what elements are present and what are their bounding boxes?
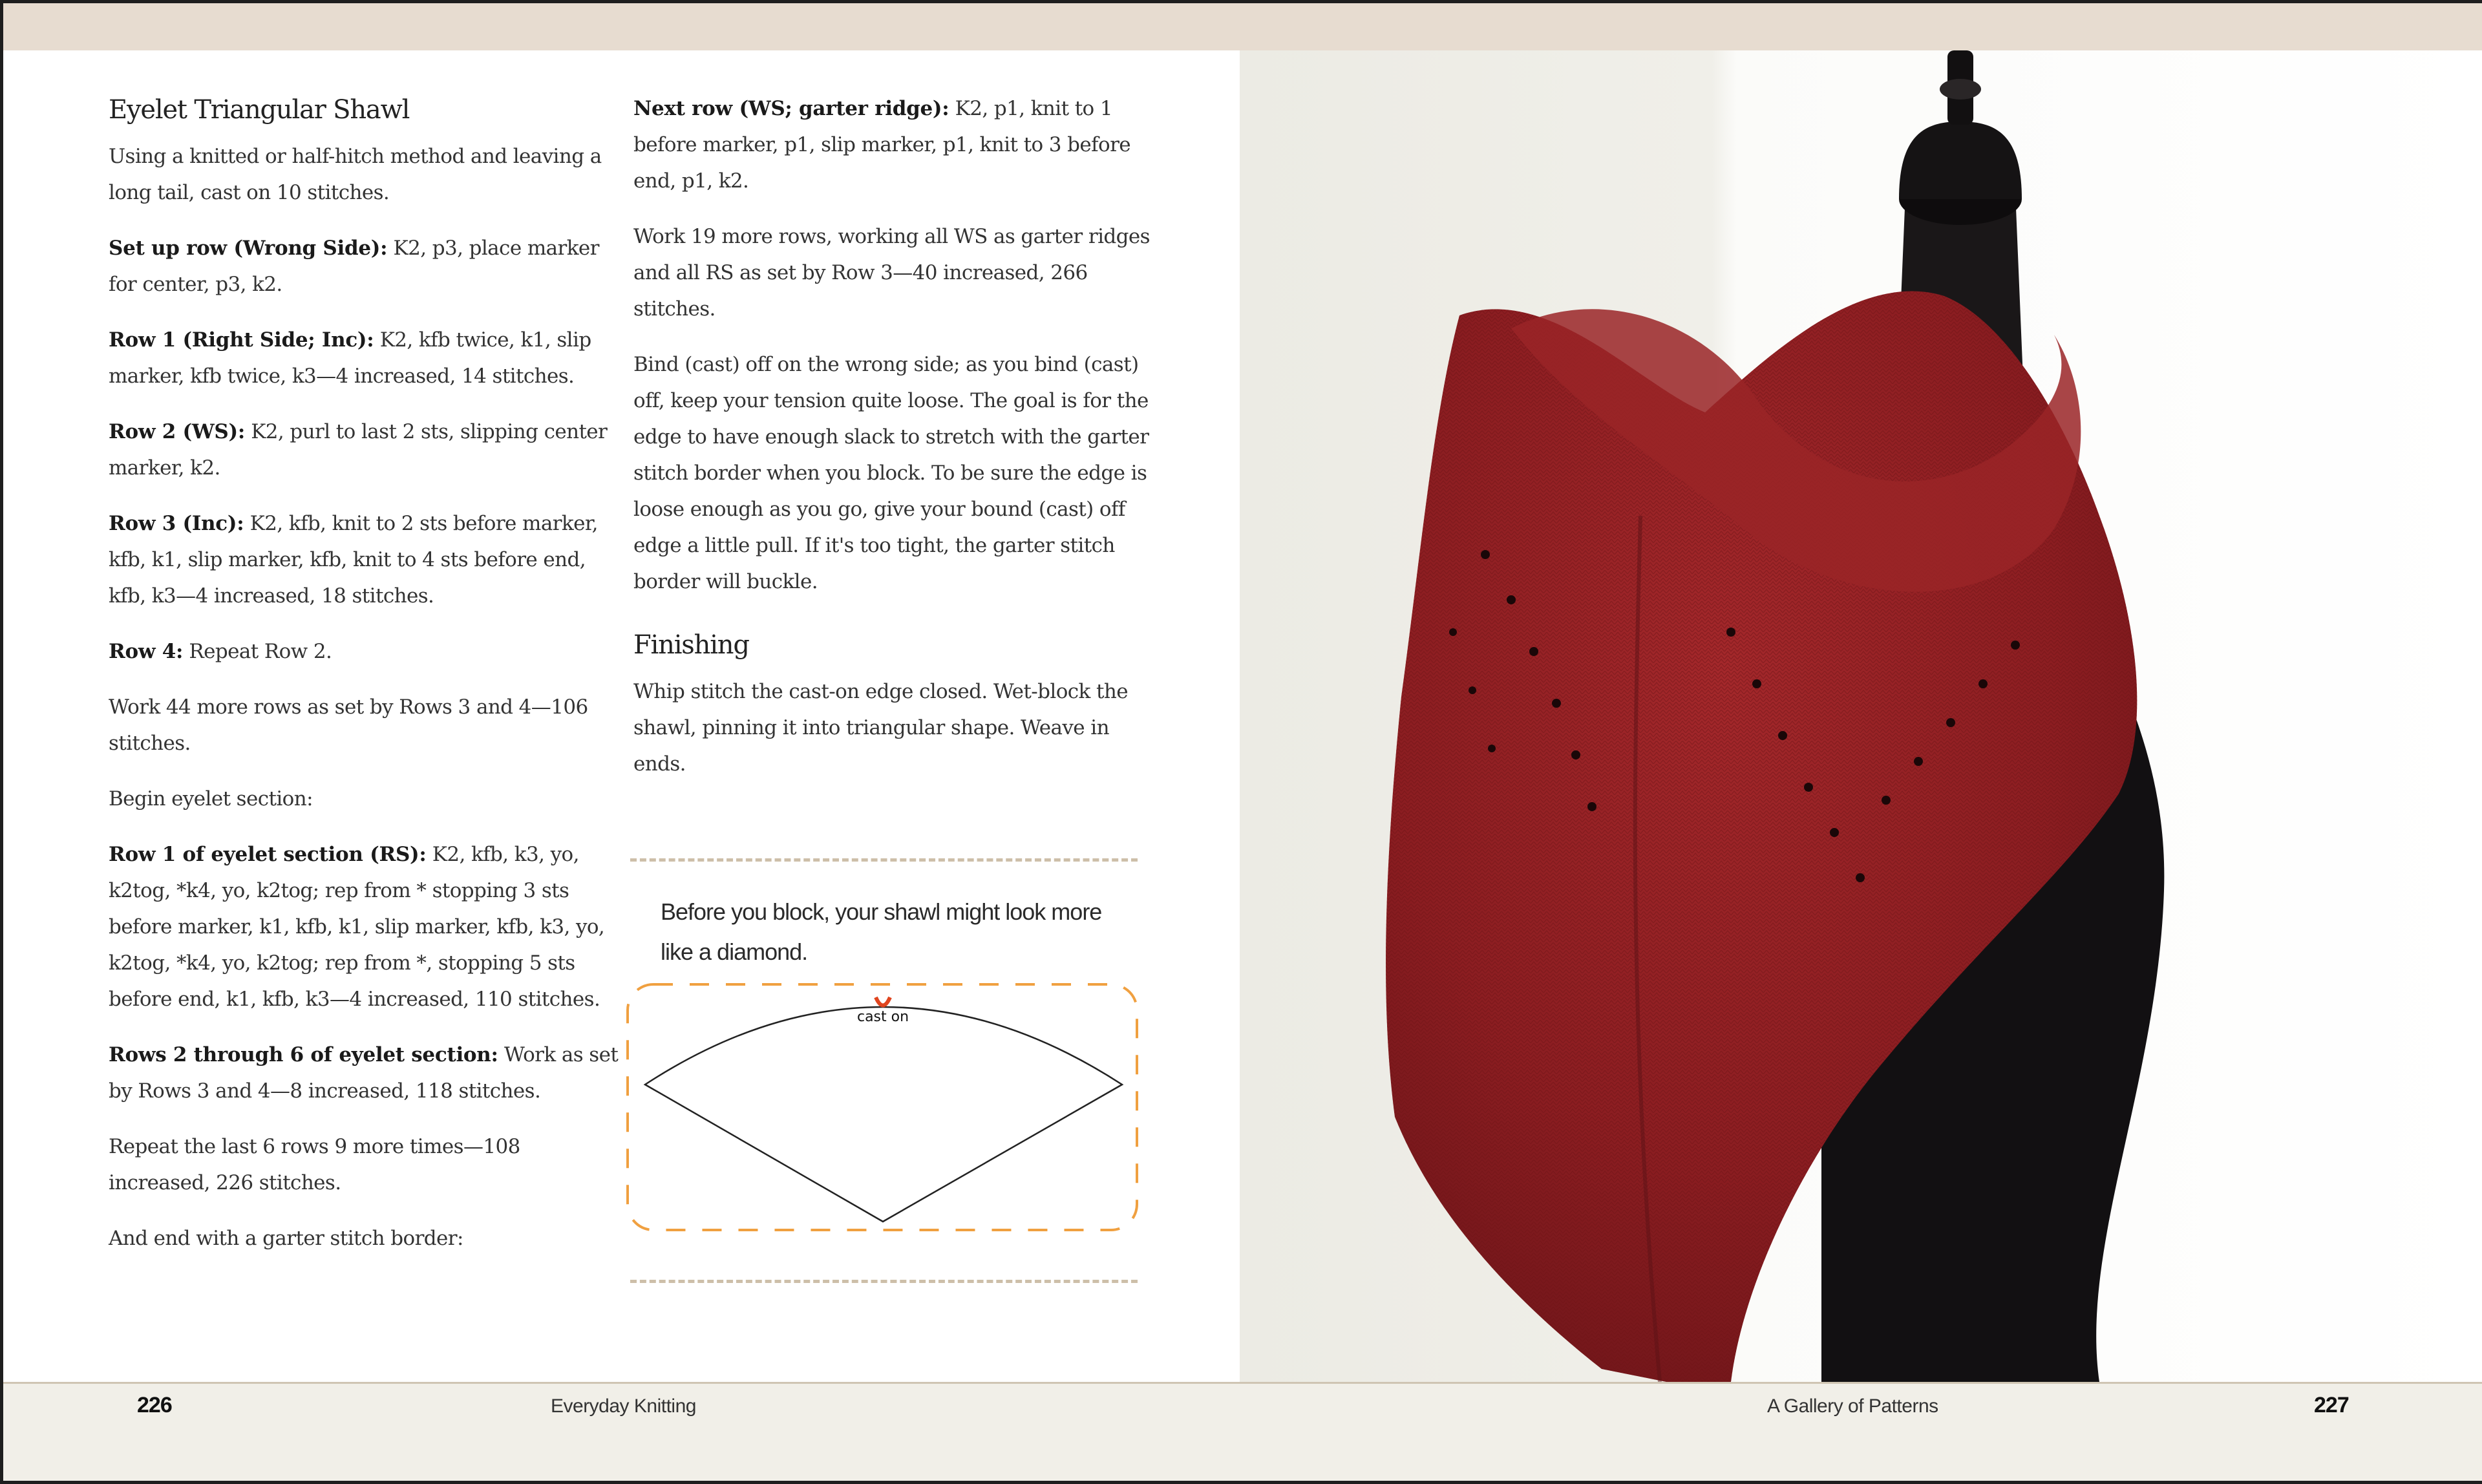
- diagram-caption: Before you block, your shawl might look more like a diamond.: [661, 898, 1102, 965]
- instruction-paragraph: [109, 781, 619, 817]
- instruction-paragraph: [109, 633, 619, 670]
- instruction-text: K2, p1, knit to 1 before marker, p1, slip marker, p1, knit to 3 before end, p1, k2.: [633, 97, 1131, 193]
- left-instructions: [109, 138, 619, 1256]
- instruction-paragraph: [109, 505, 619, 614]
- instruction-text: Work 44 more rows as set by Rows 3 and 4—106 stitches.: [109, 695, 588, 755]
- instruction-label: Set up row (Wrong Side):: [109, 237, 388, 260]
- instruction-label: Rows 2 through 6 of eyelet section:: [109, 1043, 498, 1066]
- divider-top: [630, 858, 1138, 862]
- instruction-paragraph: [109, 689, 619, 761]
- pattern-title: Eyelet Triangular Shawl: [109, 95, 410, 125]
- instruction-text: K2, kfb, knit to 2 sts before marker, kfb, k1, slip marker, kfb, knit to 4 sts before end, kfb, k3—4 increased, 18 stitches.: [109, 512, 598, 608]
- left-column: [109, 90, 619, 1276]
- instruction-label: Next row (WS; garter ridge):: [633, 97, 949, 120]
- instruction-text: Bind (cast) off on the wrong side; as you bind (cast) off, keep your tension quite loose. The goal is for the edge to have enough slack to stretch with the garter stitch border when you block. To be sure the edge is loose enough as you go, give your bound (cast) off edge a little pull. If it's too tight, the garter stitch border will buckle.: [633, 353, 1149, 593]
- instruction-text: Work 19 more rows, working all WS as garter ridges and all RS as set by Row 3—40 increased, 266 stitches.: [633, 225, 1150, 321]
- page-footer: [0, 1382, 2482, 1484]
- middle-column: [633, 90, 1151, 801]
- instruction-paragraph: [109, 322, 619, 394]
- right-page-number: 227: [2314, 1393, 2349, 1417]
- instruction-paragraph: [633, 90, 1151, 199]
- instruction-label: Row 2 (WS):: [109, 420, 245, 443]
- instruction-text: K2, kfb twice, k1, slip marker, kfb twice, k3—4 increased, 14 stitches.: [109, 328, 591, 388]
- instruction-paragraph: [109, 836, 619, 1017]
- instruction-paragraph: [109, 230, 619, 302]
- instruction-paragraph: [633, 218, 1151, 327]
- instruction-paragraph: [633, 346, 1151, 600]
- finishing-heading: Finishing: [633, 630, 749, 660]
- instruction-text: K2, purl to last 2 sts, slipping center marker, k2.: [109, 420, 608, 480]
- instruction-text: Repeat Row 2.: [183, 640, 332, 663]
- instruction-text: Using a knitted or half-hitch method and leaving a long tail, cast on 10 stitches.: [109, 145, 602, 204]
- shawl-diagram: [624, 981, 1140, 1235]
- instruction-text: Repeat the last 6 rows 9 more times—108 increased, 226 stitches.: [109, 1135, 520, 1194]
- instruction-text: K2, p3, place marker for center, p3, k2.: [109, 237, 599, 296]
- instruction-paragraph: [109, 1129, 619, 1201]
- instruction-paragraph: [109, 1220, 619, 1256]
- instruction-text: Work as set by Rows 3 and 4—8 increased, 118 stitches.: [109, 1043, 619, 1103]
- diamond-outline: [645, 1007, 1122, 1222]
- instruction-label: Row 1 (Right Side; Inc):: [109, 328, 374, 352]
- divider-bottom: [630, 1280, 1138, 1283]
- instruction-paragraph: [109, 1037, 619, 1109]
- instruction-text: And end with a garter stitch border:: [109, 1227, 463, 1250]
- instruction-label: Row 4:: [109, 640, 184, 663]
- instruction-text: Begin eyelet section:: [109, 787, 313, 811]
- finishing-text: Whip stitch the cast-on edge closed. Wet-block the shawl, pinning it into triangular shape. Weave in ends.: [633, 680, 1128, 776]
- instruction-paragraph: [109, 414, 619, 486]
- right-running-title: A Gallery of Patterns: [1767, 1395, 1938, 1417]
- header-band: [0, 0, 2482, 50]
- instruction-paragraph: [109, 138, 619, 211]
- instruction-label: Row 1 of eyelet section (RS):: [109, 843, 427, 866]
- cast-on-marker: [876, 997, 890, 1006]
- instruction-text: K2, kfb, k3, yo, k2tog, *k4, yo, k2tog; rep from * stopping 3 sts before marker, k1, kfb, k1, slip marker, kfb, k3, yo, k2tog, *k4, yo, k2tog; rep from *, stopping 5 sts before end, k1, kfb, k3—4 increased, 110 stitches.: [109, 843, 605, 1011]
- left-running-title: Everyday Knitting: [551, 1395, 696, 1417]
- middle-instructions: [633, 90, 1151, 600]
- instruction-label: Row 3 (Inc):: [109, 512, 244, 535]
- left-page-number: 226: [137, 1393, 172, 1417]
- shawl-photo: [1240, 50, 2482, 1382]
- cast-on-label: cast on: [856, 1009, 909, 1025]
